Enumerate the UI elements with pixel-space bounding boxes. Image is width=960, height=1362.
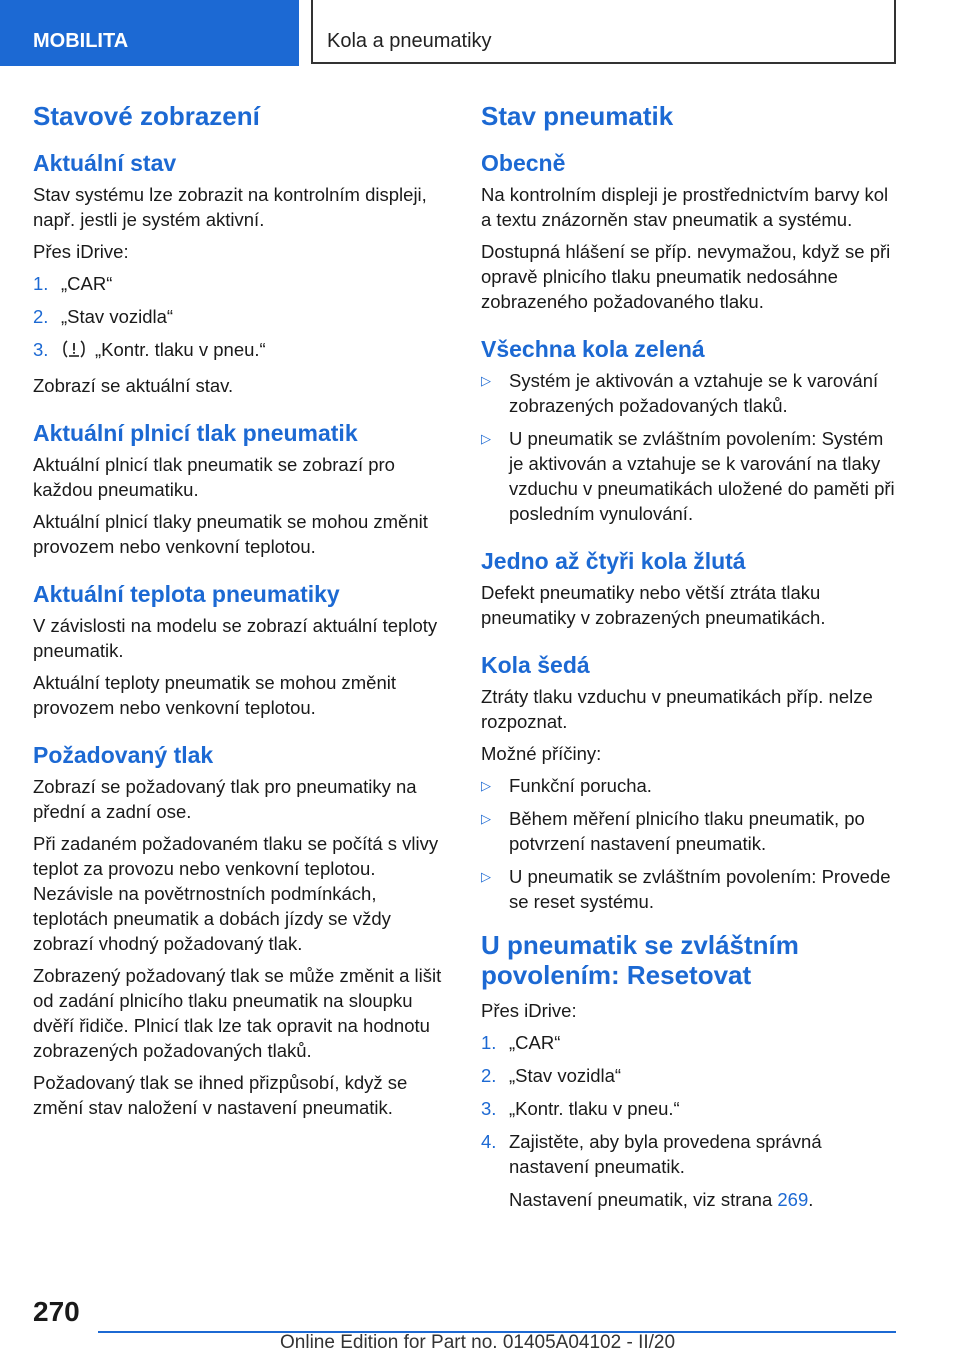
section-temperature — [33, 579, 453, 720]
section-yellow — [481, 546, 901, 630]
list-item: ▷ U pneumatik se zvláštním povolením: Systém je aktivován a vztahuje se k varování na tlaky vzduchu v pneumatikách uložené do paměti při posledním vynulování. — [481, 428, 895, 524]
page-reference-link[interactable]: 269 — [777, 1189, 809, 1210]
heading-grey: Kola šedá — [481, 652, 590, 678]
step-number: 2. — [481, 1065, 497, 1086]
section-title-tire-status: Stav pneumatik — [481, 101, 674, 131]
paragraph: Zobrazený požadovaný tlak se může změnit a lišit od zadání plnicího tlaku pneumatik na sloupku dvěří řidiče. Plnicí tlak lze tak opravit na hodnotu zobrazených požadovaných tlaků. — [33, 965, 442, 1061]
section-grey — [481, 650, 901, 914]
paragraph: Aktuální plnicí tlaky pneumatik se mohou změnit provozem nebo venkovní teplotou. — [33, 511, 428, 557]
heading-current-state: Aktuální stav — [33, 150, 177, 176]
left-column — [33, 100, 453, 1127]
section-all-green — [481, 334, 901, 526]
triangle-bullet-icon: ▷ — [481, 869, 491, 884]
paragraph: Aktuální plnicí tlak pneumatik se zobrazí pro každou pneumatiku. — [33, 454, 395, 500]
heading-required-pressure: Požadovaný tlak — [33, 742, 214, 768]
page-number: 270 — [33, 1296, 80, 1327]
paragraph: Ztráty tlaku vzduchu v pneumatikách příp. nelze rozpoznat. — [481, 686, 873, 732]
step-number: 3. — [481, 1098, 497, 1119]
list-item: ▷ Funkční porucha. — [481, 775, 652, 796]
paragraph: Zobrazí se požadovaný tlak pro pneumatiky na přední a zadní ose. — [33, 776, 417, 822]
section-tab: MOBILITA — [0, 0, 299, 66]
list-item: 1. „CAR“ — [481, 1032, 561, 1053]
paragraph: Přes iDrive: — [481, 1000, 577, 1021]
paragraph: Možné příčiny: — [481, 743, 602, 764]
heading-current-temperature: Aktuální teplota pneumatiky — [33, 581, 340, 607]
list-item: 4. Zajistěte, aby byla provedena správná nastavení pneumatik. Nastavení pneumatik, viz strana 269. — [481, 1129, 901, 1212]
paragraph: Na kontrolním displeji je prostřednictvím barvy kol a textu znázorněn stav pneumatik a systému. — [481, 184, 889, 230]
list-item: 2. „Stav vozidla“ — [33, 306, 174, 327]
step-number: 1. — [33, 273, 49, 294]
step-number: 2. — [33, 306, 49, 327]
list-item: ▷ U pneumatik se zvláštním povolením: Provede se reset systému. — [481, 866, 891, 912]
list-item: 3. „Kontr. tlaku v pneu.“ — [481, 1098, 680, 1119]
paragraph: Zobrazí se aktuální stav. — [33, 375, 234, 396]
page-header — [0, 0, 960, 66]
tire-pressure-warning-icon — [61, 339, 87, 365]
paragraph: Aktuální teploty pneumatik se mohou změnit provozem nebo venkovní teplotou. — [33, 672, 396, 718]
steps-list — [481, 1030, 901, 1212]
step-note: Nastavení pneumatik, viz strana 269. — [509, 1189, 814, 1210]
triangle-bullet-icon: ▷ — [481, 431, 491, 446]
heading-general: Obecně — [481, 150, 566, 176]
list-item: ▷ Během měření plnicího tlaku pneumatik, po potvrzení nastavení pneumatik. — [481, 808, 865, 854]
right-column — [481, 100, 901, 1220]
heading-reset: U pneumatik se zvláštním povolením: Resetovat — [481, 930, 799, 990]
paragraph: Stav systému lze zobrazit na kontrolním displeji, např. jestli je systém aktivní. — [33, 184, 427, 230]
list-item: 3. „Kontr. tlaku v pneu.“ — [33, 337, 453, 365]
steps-list — [33, 271, 453, 365]
triangle-bullet-icon: ▷ — [481, 811, 491, 826]
heading-yellow: Jedno až čtyři kola žlutá — [481, 548, 746, 574]
section-title-status-display: Stavové zobrazení — [33, 101, 260, 131]
section-required-pressure — [33, 740, 453, 1120]
triangle-bullet-icon: ▷ — [481, 778, 491, 793]
heading-current-pressure: Aktuální plnicí tlak pneumatik — [33, 420, 358, 446]
triangle-bullet-icon: ▷ — [481, 373, 491, 388]
paragraph: V závislosti na modelu se zobrazí aktuální teploty pneumatik. — [33, 615, 438, 661]
bullet-list — [481, 773, 901, 914]
step-number: 4. — [481, 1131, 497, 1152]
list-item: 1. „CAR“ — [33, 273, 113, 294]
section-pressure — [33, 418, 453, 559]
edition-text: Online Edition for Part no. 01405A04102 - II/20 — [280, 1332, 676, 1353]
list-item: 2. „Stav vozidla“ — [481, 1065, 622, 1086]
paragraph: Při zadaném požadovaném tlaku se počítá s vlivy teplot za provozu nebo venkovní teplotou. Nezávisle na povětrnostních podmínkách, teplotách pneumatik a dobách jízdy se vždy zobrazí vhodný požadovaný tlak. — [33, 833, 439, 954]
paragraph: Defekt pneumatiky nebo větší ztráta tlaku pneumatiky v zobrazených pneumatikách. — [481, 582, 826, 628]
list-item: ▷ Systém je aktivován a vztahuje se k varování zobrazených požadovaných tlaků. — [481, 370, 879, 416]
chapter-title: Kola a pneumatiky — [311, 0, 896, 64]
bullet-list — [481, 368, 901, 526]
step-number: 3. — [33, 339, 49, 360]
step-number: 1. — [481, 1032, 497, 1053]
paragraph: Přes iDrive: — [33, 241, 129, 262]
paragraph: Dostupná hlášení se příp. nevymažou, když se při opravě plnicího tlaku pneumatik nedosáhne zobrazeného požadovaného tlaku. — [481, 241, 891, 312]
heading-all-green: Všechna kola zelená — [481, 336, 705, 362]
paragraph: Požadovaný tlak se ihned přizpůsobí, když se změní stav naložení v nastavení pneumatik. — [33, 1072, 408, 1118]
